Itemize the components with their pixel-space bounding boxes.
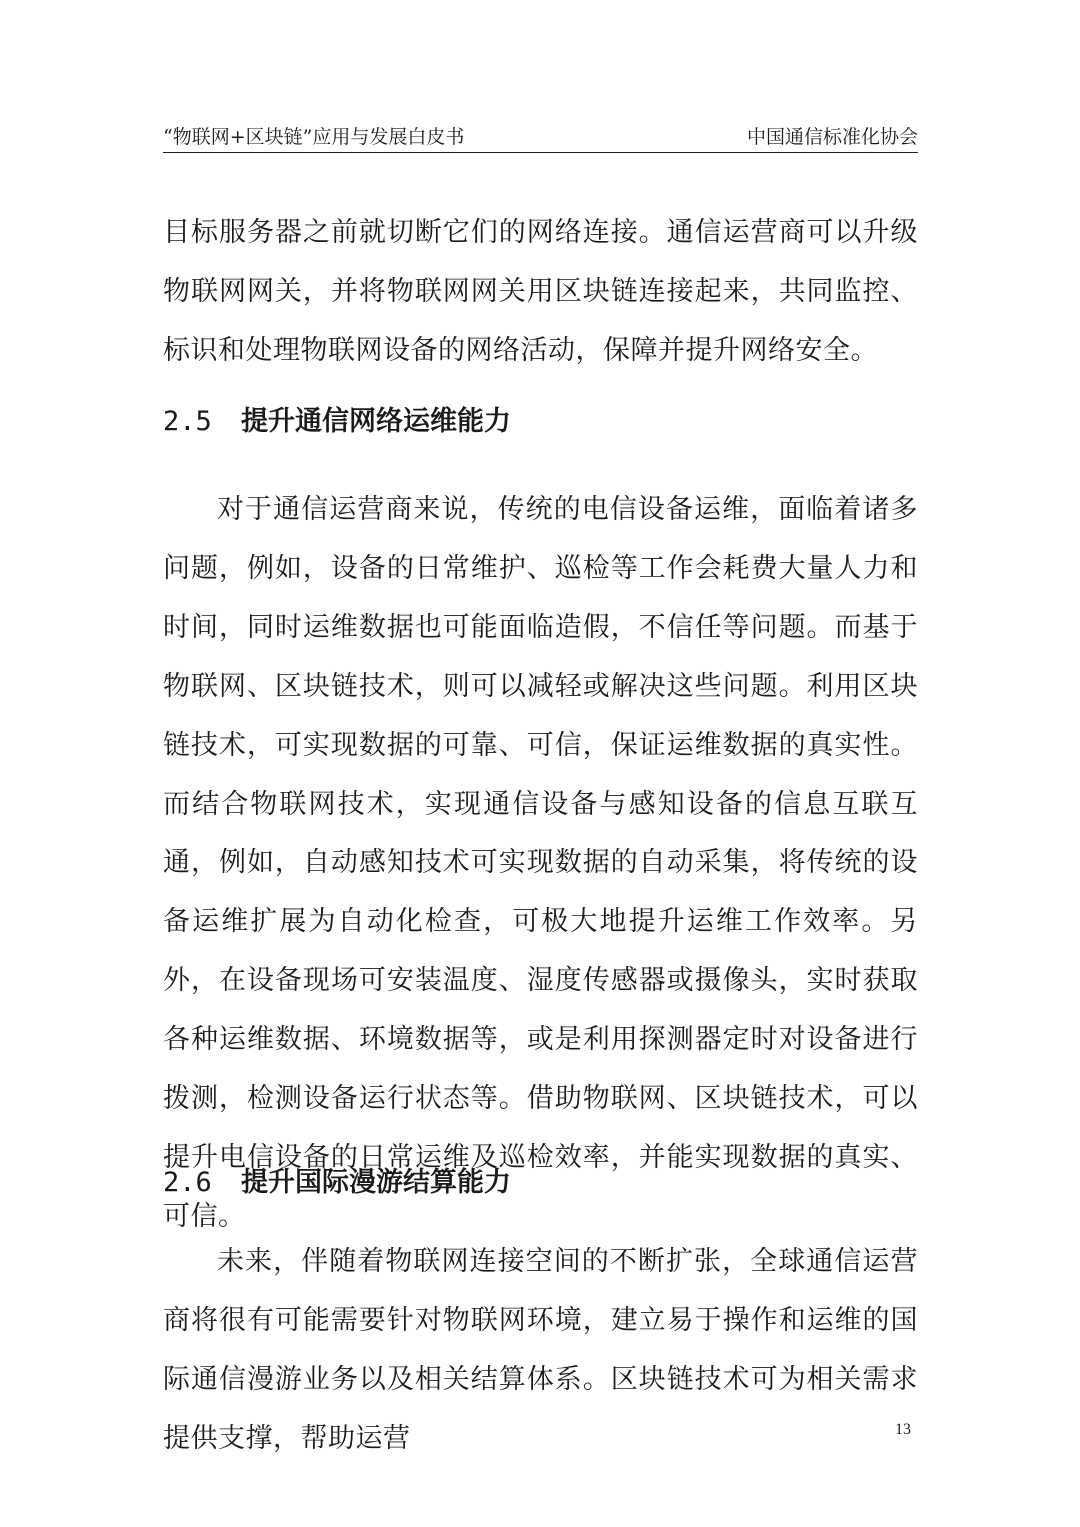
section-heading-2-5 xyxy=(163,402,918,442)
section-title: 提升通信网络运维能力 xyxy=(241,406,511,437)
section-heading-2-6 xyxy=(163,1163,918,1203)
section-number: 2.5 xyxy=(163,406,212,437)
section-number: 2.6 xyxy=(163,1167,212,1198)
header-organization: 中国通信标准化协会 xyxy=(746,126,918,148)
paragraph-operations: 对于通信运营商来说，传统的电信设备运维，面临着诸多问题，例如，设备的日常维护、巡检等工作会耗费大量人力和时间，同时运维数据也可能面临造假，不信任等问题。而基于物联网、区块链技术，则可以减轻或解决这些问题。利用区块链技术，可实现数据的可靠、可信，保证运维数据的真实性。而结合物联网技术，实现通信设备与感知设备的信息互联互通，例如，自动感知技术可实现数据的自动采集，将传统的设备运维扩展为自动化检查，可极大地提升运维工作效率。另外，在设备现场可安装温度、湿度传感器或摄像头，实时获取各种运维数据、环境数据等，或是利用探测器定时对设备进行拨测，检测设备运行状态等。借助物联网、区块链技术，可以提升电信设备的日常运维及巡检效率，并能实现数据的真实、可信。 xyxy=(163,494,918,1232)
header-document-title: “物联网+区块链”应用与发展白皮书 xyxy=(163,126,465,148)
paragraph-continued: 目标服务器之前就切断它们的网络连接。通信运营商可以升级物联网网关，并将物联网网关用区块链连接起来，共同监控、标识和处理物联网设备的网络活动，保障并提升网络安全。 xyxy=(163,217,918,366)
section-title: 提升国际漫游结算能力 xyxy=(241,1167,511,1198)
paragraph-roaming: 未来，伴随着物联网连接空间的不断扩张，全球通信运营商将很有可能需要针对物联网环境，建立易于操作和运维的国际通信漫游业务以及相关结算体系。区块链技术可为相关需求提供支撑，帮助运营 xyxy=(163,1246,918,1454)
page-number: 13 xyxy=(895,1421,911,1438)
header-divider xyxy=(163,152,918,153)
page-header xyxy=(163,124,918,154)
